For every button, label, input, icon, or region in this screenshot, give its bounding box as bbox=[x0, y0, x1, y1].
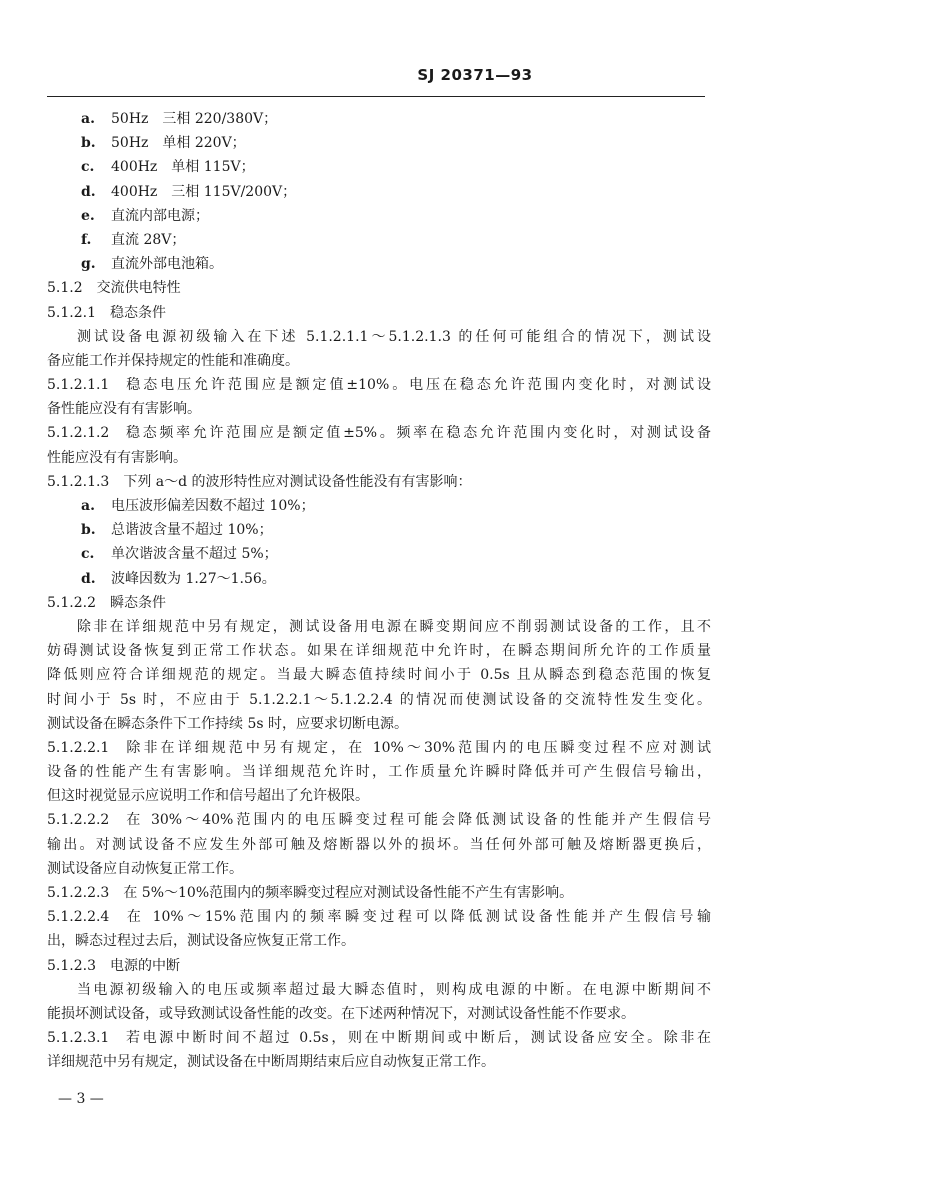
list-marker: d. bbox=[81, 183, 96, 200]
section-title: 稳态条件 bbox=[109, 304, 166, 321]
list-marker: e. bbox=[81, 207, 95, 224]
paragraph-line: 时间小于 5s 时，不应由于 5.1.2.2.1～5.1.2.2.4 的情况而使测试设备的交流特性发生变化。 bbox=[47, 691, 711, 708]
list-item bbox=[47, 107, 711, 131]
list-text: 400Hz 单相 115V； bbox=[111, 159, 255, 176]
section-title: 电源的中断 bbox=[109, 957, 180, 974]
clause-first-line bbox=[47, 808, 711, 832]
clause-first-line bbox=[47, 905, 711, 929]
list-text: 单次谐波含量不超过 5%； bbox=[111, 546, 278, 563]
section-heading bbox=[47, 591, 711, 615]
paragraph-line: 出，瞬态过程过去后，测试设备应恢复正常工作。 bbox=[47, 933, 355, 950]
paragraph-line: 妨碍测试设备恢复到正常工作状态。如果在详细规范中允许时，在瞬态期间所允许的工作质量 bbox=[47, 643, 711, 660]
list-text: 直流内部电源； bbox=[111, 207, 209, 224]
header-rule bbox=[47, 96, 705, 97]
page-number: — 3 — bbox=[58, 1091, 104, 1107]
document-body bbox=[47, 107, 711, 1075]
clause-text: 在 5%～10%范围内的频率瞬变过程应对测试设备性能不产生有害影响。 bbox=[123, 885, 574, 901]
clause-first-line bbox=[47, 421, 711, 445]
clause-number: 5.1.2.1 bbox=[47, 304, 96, 321]
list-text: 50Hz 单相 220V； bbox=[111, 135, 246, 152]
list-marker: c. bbox=[81, 546, 95, 563]
paragraph-line: 输出。对测试设备不应发生外部可触及熔断器以外的损坏。当任何外部可触及熔断器更换后， bbox=[47, 836, 711, 853]
list-text: 直流 28V； bbox=[111, 231, 186, 248]
list-item bbox=[47, 180, 711, 204]
clause-number: 5.1.2.1.2 bbox=[47, 425, 110, 442]
paragraph-line: 设备的性能产生有害影响。当详细规范允许时，工作质量允许瞬时降低并可产生假信号输出， bbox=[47, 764, 711, 781]
clause-number: 5.1.2.2.2 bbox=[47, 812, 110, 829]
list-text: 波峰因数为 1.27～1.56。 bbox=[111, 570, 276, 587]
list-item bbox=[47, 228, 711, 252]
clause-text: 下列 a～d 的波形特性应对测试设备性能没有有害影响： bbox=[123, 473, 472, 490]
paragraph-line: 详细规范中另有规定，测试设备在中断周期结束后应自动恢复正常工作。 bbox=[47, 1054, 495, 1071]
section-heading bbox=[47, 276, 711, 300]
list-marker: c. bbox=[81, 159, 95, 176]
list-marker: a. bbox=[81, 498, 95, 514]
clause-number: 5.1.2.2 bbox=[47, 594, 96, 611]
list-marker: d. bbox=[81, 570, 96, 587]
clause-text: 在 30%～40%范围内的电压瞬变过程可能会降低测试设备的性能并产生假信号 bbox=[123, 812, 711, 829]
clause-number: 5.1.2.2.3 bbox=[47, 885, 110, 901]
section-heading bbox=[47, 301, 711, 325]
list-item bbox=[47, 567, 711, 591]
clause-first-line bbox=[47, 373, 711, 397]
clause-number: 5.1.2.1.1 bbox=[47, 377, 110, 394]
paragraph-line: 备性能应没有有害影响。 bbox=[47, 401, 201, 418]
list-item bbox=[47, 131, 711, 155]
list-text: 直流外部电池箱。 bbox=[111, 256, 223, 273]
clause-text: 除非在详细规范中另有规定，在 10%～30%范围内的电压瞬变过程不应对测试 bbox=[123, 739, 711, 756]
clause-number: 5.1.2.2.1 bbox=[47, 739, 110, 756]
paragraph-line: 但这时视觉显示应说明工作和信号超出了允许极限。 bbox=[47, 788, 369, 805]
clause-first-line bbox=[47, 470, 711, 494]
clause-text: 若电源中断时间不超过 0.5s，则在中断期间或中断后，测试设备应安全。除非在 bbox=[123, 1030, 711, 1047]
list-item bbox=[47, 494, 711, 518]
list-marker: g. bbox=[81, 256, 96, 273]
paragraph-line: 性能应没有有害影响。 bbox=[47, 449, 187, 466]
paragraph-line: 能损坏测试设备，或导致测试设备性能的改变。在下述两种情况下，对测试设备性能不作要求。 bbox=[47, 1005, 635, 1022]
list-text: 电压波形偏差因数不超过 10%； bbox=[111, 498, 315, 514]
clause-first-line bbox=[47, 736, 711, 760]
paragraph-line: 备应能工作并保持规定的性能和准确度。 bbox=[47, 352, 299, 369]
list-text: 50Hz 三相 220/380V； bbox=[111, 111, 278, 127]
clause-number: 5.1.2 bbox=[47, 280, 83, 297]
clause-text: 在 10%～15%范围内的频率瞬变过程可以降低测试设备性能并产生假信号输 bbox=[123, 909, 711, 926]
list-item bbox=[47, 204, 711, 228]
paragraph-line: 降低则应符合详细规范的规定。当最大瞬态值持续时间小于 0.5s 且从瞬态到稳态范围的恢复 bbox=[47, 667, 711, 684]
clause-number: 5.1.2.3.1 bbox=[47, 1030, 110, 1047]
paragraph-line: 测试设备应自动恢复正常工作。 bbox=[47, 860, 243, 877]
clause-number: 5.1.2.1.3 bbox=[47, 473, 110, 490]
paragraph-line: 当电源初级输入的电压或频率超过最大瞬态值时，则构成电源的中断。在电源中断期间不 bbox=[77, 981, 711, 998]
list-marker: b. bbox=[81, 522, 96, 539]
section-title: 瞬态条件 bbox=[109, 594, 166, 611]
clause-first-line bbox=[47, 1026, 711, 1050]
list-text: 总谐波含量不超过 10%； bbox=[111, 522, 273, 539]
section-heading bbox=[47, 954, 711, 978]
clause-number: 5.1.2.2.4 bbox=[47, 909, 110, 926]
list-marker: a. bbox=[81, 111, 95, 127]
list-item bbox=[47, 518, 711, 542]
clause-text: 稳态电压允许范围应是额定值±10%。电压在稳态允许范围内变化时，对测试设 bbox=[123, 377, 711, 394]
list-item bbox=[47, 155, 711, 179]
clause-text: 稳态频率允许范围应是额定值±5%。频率在稳态允许范围内变化时，对测试设备 bbox=[123, 425, 711, 442]
list-marker: b. bbox=[81, 135, 96, 152]
paragraph-line: 测试设备在瞬态条件下工作持续 5s 时，应要求切断电源。 bbox=[47, 715, 408, 732]
paragraph-line: 测试设备电源初级输入在下述 5.1.2.1.1～5.1.2.1.3 的任何可能组合的情况下，测试设 bbox=[77, 328, 711, 345]
section-title: 交流供电特性 bbox=[96, 280, 181, 297]
clause-first-line bbox=[47, 881, 711, 905]
list-item bbox=[47, 542, 711, 566]
paragraph-line: 除非在详细规范中另有规定，测试设备用电源在瞬变期间应不削弱测试设备的工作，且不 bbox=[77, 618, 711, 635]
list-item bbox=[47, 252, 711, 276]
list-text: 400Hz 三相 115V/200V； bbox=[111, 183, 297, 200]
clause-number: 5.1.2.3 bbox=[47, 957, 96, 974]
list-marker: f. bbox=[81, 231, 92, 248]
document-code-header: SJ 20371—93 bbox=[417, 66, 533, 84]
